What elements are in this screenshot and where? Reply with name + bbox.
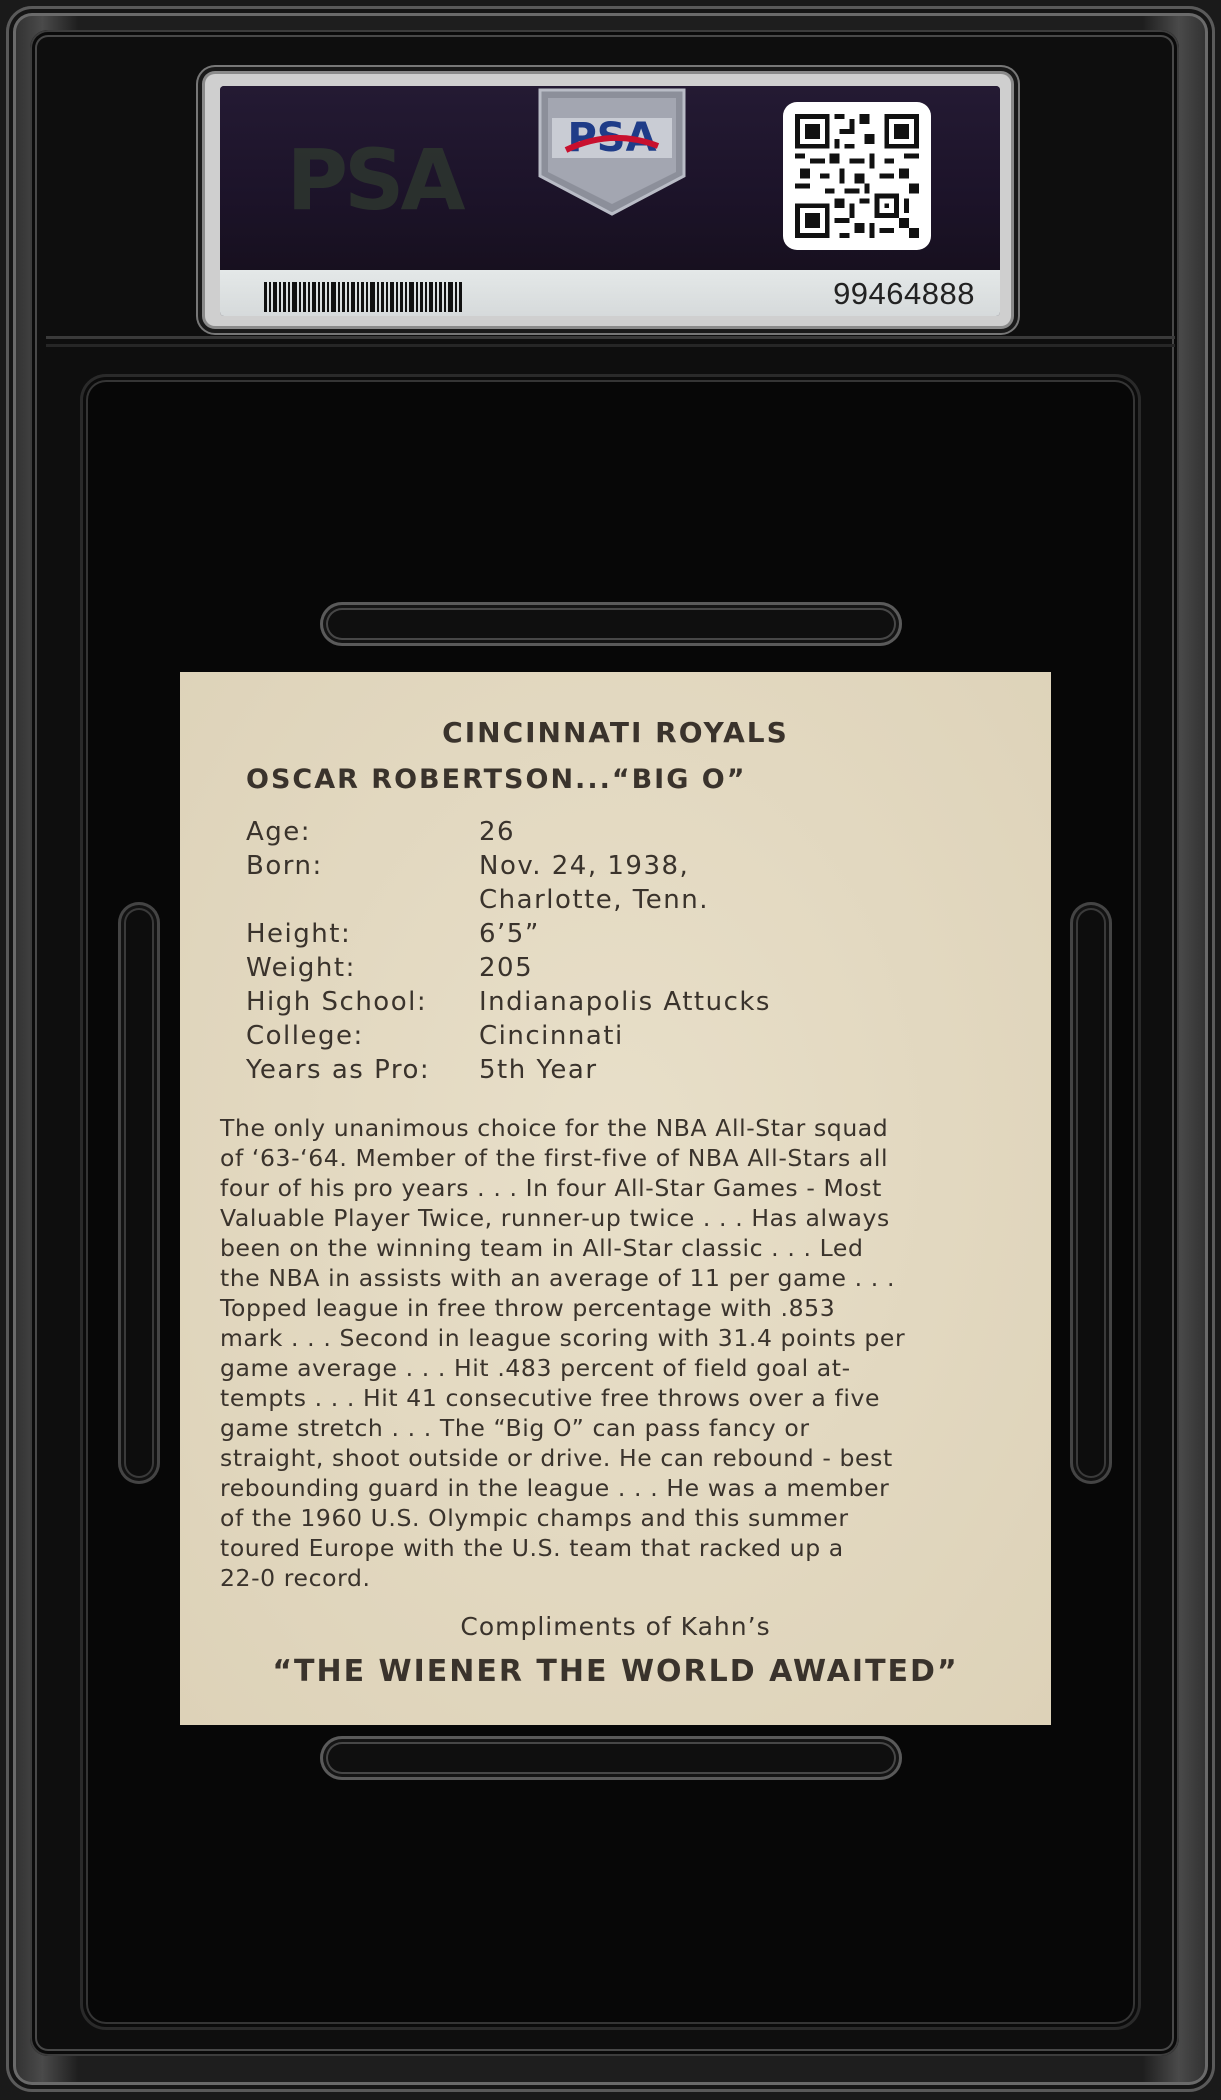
stat-label: Weight: xyxy=(246,953,356,983)
stat-value: Cincinnati xyxy=(479,1021,624,1051)
team-name: CINCINNATI ROYALS xyxy=(442,716,789,749)
barcode-icon xyxy=(264,282,464,312)
stat-value: Indianapolis Attucks xyxy=(479,987,771,1017)
sponsor-compliments: Compliments of Kahn’s xyxy=(460,1612,771,1641)
bio-line: the NBA in assists with an average of 11 per game . . . xyxy=(220,1264,896,1292)
bottom-card-clip xyxy=(320,1736,902,1780)
label-rail-bottom xyxy=(46,344,1175,347)
bio-line: tempts . . . Hit 41 consecutive free throws over a five xyxy=(220,1384,881,1412)
bio-line: straight, shoot outside or drive. He can rebound - best xyxy=(220,1444,893,1472)
left-card-clip xyxy=(118,902,160,1484)
bio-line: The only unanimous choice for the NBA All-Star squad xyxy=(220,1114,889,1142)
bio-line: Topped league in free throw percentage with .853 xyxy=(220,1294,836,1322)
label-rail-top xyxy=(46,336,1175,339)
sponsor-slogan: “THE WIENER THE WORLD AWAITED” xyxy=(272,1654,959,1689)
player-name: OSCAR ROBERTSON...“BIG O” xyxy=(246,764,747,795)
bio-line: mark . . . Second in league scoring with 31.4 points per xyxy=(220,1324,906,1352)
stat-value: 5th Year xyxy=(479,1055,598,1085)
psa-label xyxy=(220,86,1000,316)
bio-line: of ‘63-‘64. Member of the first-five of NBA All-Stars all xyxy=(220,1144,889,1172)
psa-hologram-text: PSA xyxy=(286,131,462,229)
right-card-clip xyxy=(1070,902,1112,1484)
bio-line: been on the winning team in All-Star classic . . . Led xyxy=(220,1234,864,1262)
trading-card-back xyxy=(180,672,1051,1725)
player-bio xyxy=(220,1113,1020,1593)
stat-label: Years as Pro: xyxy=(246,1055,431,1085)
bio-line: four of his pro years . . . In four All-Star Games - Most xyxy=(220,1174,882,1202)
qr-code-icon xyxy=(783,102,931,250)
stat-label: High School: xyxy=(246,987,428,1017)
stat-value: Charlotte, Tenn. xyxy=(479,885,709,915)
stat-label: Age: xyxy=(246,817,312,847)
stat-value: 6’5” xyxy=(479,919,540,949)
top-card-clip xyxy=(320,602,902,646)
bio-line: Valuable Player Twice, runner-up twice . . . Has always xyxy=(220,1204,890,1232)
stat-value: 205 xyxy=(479,953,534,983)
stat-value: 26 xyxy=(479,817,516,847)
stat-label: College: xyxy=(246,1021,364,1051)
bio-line: toured Europe with the U.S. team that racked up a xyxy=(220,1534,844,1562)
cert-number: 99464888 xyxy=(833,276,975,311)
stat-value: Nov. 24, 1938, xyxy=(479,851,690,881)
psa-shield-logo-icon xyxy=(536,88,688,216)
psa-shield-text: PSA xyxy=(567,115,657,161)
stat-label: Born: xyxy=(246,851,323,881)
bio-line: 22-0 record. xyxy=(220,1564,371,1592)
bio-line: of the 1960 U.S. Olympic champs and this summer xyxy=(220,1504,849,1532)
bio-line: game stretch . . . The “Big O” can pass fancy or xyxy=(220,1414,810,1442)
bio-line: game average . . . Hit .483 percent of field goal at- xyxy=(220,1354,851,1382)
stat-label: Height: xyxy=(246,919,352,949)
bio-line: rebounding guard in the league . . . He was a member xyxy=(220,1474,890,1502)
